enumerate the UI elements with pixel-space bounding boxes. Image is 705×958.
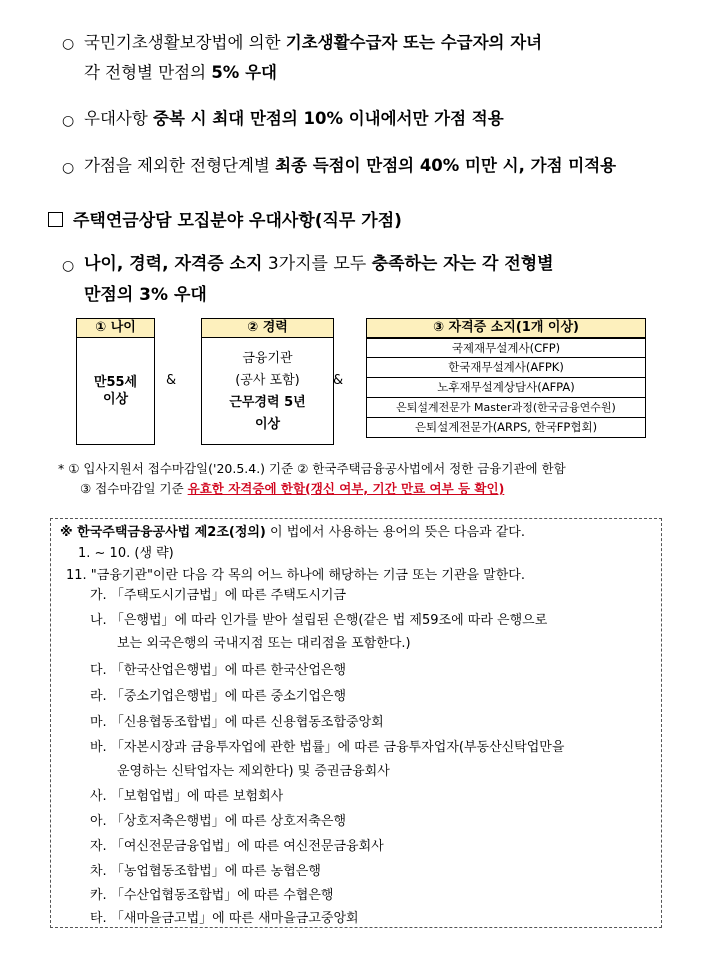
- pref-bold-1: 나이, 경력, 자격증 소지: [84, 254, 263, 274]
- bullet-3-bold: 최종 득점이 만점의 40% 미만 시, 가점 미적용: [275, 156, 617, 175]
- footnote-text: ③ 접수마감일 기준: [80, 481, 188, 496]
- footnote-line-1: * ① 입사지원서 접수마감일('20.5.4.) 기준 ② 한국주택금융공사법에서 정한 금융기관에 한함: [58, 461, 566, 476]
- law-title-bold: ※ 한국주택금융공사법 제2조(정의): [60, 525, 266, 540]
- bullet-marker: ○: [62, 160, 75, 176]
- cert-row: 노후재무설계상담사(AFPA): [366, 378, 646, 398]
- bullet-2-bold: 중복 시 최대 만점의 10% 이내에서만 가점 적용: [153, 109, 504, 128]
- law-sub-item: 나. 「은행법」에 따라 인가를 받아 설립된 은행(같은 법 제59조에 따라 은행으로: [90, 613, 548, 628]
- career-box: [201, 337, 334, 445]
- bullet-1-bold-2: 5% 우대: [211, 63, 277, 82]
- law-sub-item: 마. 「신용협동조합법」에 따른 신용협동조합중앙회: [90, 715, 384, 730]
- cert-row: 은퇴설계전문가 Master과정(한국금융연수원): [366, 398, 646, 418]
- career-line-4: 이상: [254, 417, 281, 432]
- career-header: ② 경력: [201, 318, 334, 338]
- cert-header: ③ 자격증 소지(1개 이상): [366, 318, 646, 338]
- law-sub-item: 라. 「중소기업은행법」에 따른 중소기업은행: [90, 689, 347, 704]
- career-line-3: 근무경력 5년: [229, 395, 306, 410]
- law-sub-item: 가. 「주택도시기금법」에 따른 주택도시기금: [90, 588, 347, 603]
- career-line-1: 금융기관: [242, 351, 293, 366]
- bullet-1-line-1: [84, 35, 542, 52]
- bullet-marker: ○: [62, 36, 75, 52]
- section-title: 주택연금상담 모집분야 우대사항(직무 가점): [73, 211, 402, 231]
- law-sub-item-cont: 보는 외국은행의 국내지점 또는 대리점을 포함한다.): [117, 636, 411, 651]
- bullet-marker: ○: [62, 258, 75, 274]
- ampersand: &: [333, 373, 344, 388]
- bullet-2: [84, 111, 504, 128]
- pref-mid: 3가지를 모두: [262, 254, 372, 274]
- bullet-2-text: 우대사항: [84, 109, 154, 128]
- age-box: [76, 337, 155, 445]
- footnote-highlight: 유효한 자격증에 한함(갱신 여부, 기간 만료 여부 등 확인): [187, 481, 505, 496]
- pref-line-2: [84, 287, 207, 304]
- law-sub-item: 타. 「새마을금고법」에 따른 새마을금고중앙회: [90, 911, 359, 926]
- cert-row: 은퇴설계전문가(ARPS, 한국FP협회): [366, 418, 646, 438]
- cert-row: 국제재무설계사(CFP): [366, 338, 646, 358]
- law-item-11: 11. "금융기관"이란 다음 각 목의 어느 하나에 해당하는 기금 또는 기관을 말한다.: [66, 568, 525, 583]
- law-sub-item: 바. 「자본시장과 금융투자업에 관한 법률」에 따른 금융투자업자(부동산신탁업만을: [90, 740, 565, 755]
- bullet-1-bold: 기초생활수급자 또는 수급자의 자녀: [285, 33, 543, 52]
- law-sub-item: 차. 「농업협동조합법」에 따른 농협은행: [90, 864, 321, 879]
- bullet-3: [84, 158, 616, 175]
- bullet-1-line-2: [84, 65, 277, 82]
- law-item-1: 1. ~ 10. (생 략): [78, 546, 174, 561]
- law-sub-item: 사. 「보험업법」에 따른 보험회사: [90, 789, 284, 804]
- law-sub-item-cont: 운영하는 신탁업자는 제외한다) 및 증권금융회사: [117, 764, 390, 779]
- age-header: ① 나이: [76, 318, 155, 338]
- law-sub-item: 다. 「한국산업은행법」에 따른 한국산업은행: [90, 663, 347, 678]
- ampersand: &: [166, 373, 177, 388]
- square-bullet-icon: [48, 212, 63, 227]
- law-sub-item: 자. 「여신전문금융업법」에 따른 여신전문금융회사: [90, 839, 384, 854]
- law-sub-item: 카. 「수산업협동조합법」에 따른 수협은행: [90, 888, 334, 903]
- law-sub-item: 아. 「상호저축은행법」에 따른 상호저축은행: [90, 814, 347, 829]
- bullet-1-text-2: 각 전형별 만점의: [84, 63, 212, 82]
- bullet-3-text: 가점을 제외한 전형단계별: [84, 156, 276, 175]
- section-heading: [48, 206, 402, 231]
- pref-bold-2: 충족하는 자는 각 전형별: [371, 254, 554, 274]
- bullet-marker: ○: [62, 113, 75, 129]
- footnote-line-2: [80, 479, 504, 497]
- age-line-2: 이상: [102, 392, 129, 407]
- age-line-1: 만55세: [93, 375, 138, 390]
- law-title-rest: 이 법에서 사용하는 용어의 뜻은 다음과 같다.: [265, 525, 525, 540]
- cert-row: 한국재무설계사(AFPK): [366, 358, 646, 378]
- law-title: [60, 526, 525, 539]
- bullet-1-text: 국민기초생활보장법에 의한: [84, 33, 286, 52]
- career-line-2: (공사 포함): [235, 373, 300, 388]
- pref-line-2-text: 만점의 3% 우대: [84, 285, 207, 305]
- pref-line-1: [84, 256, 554, 273]
